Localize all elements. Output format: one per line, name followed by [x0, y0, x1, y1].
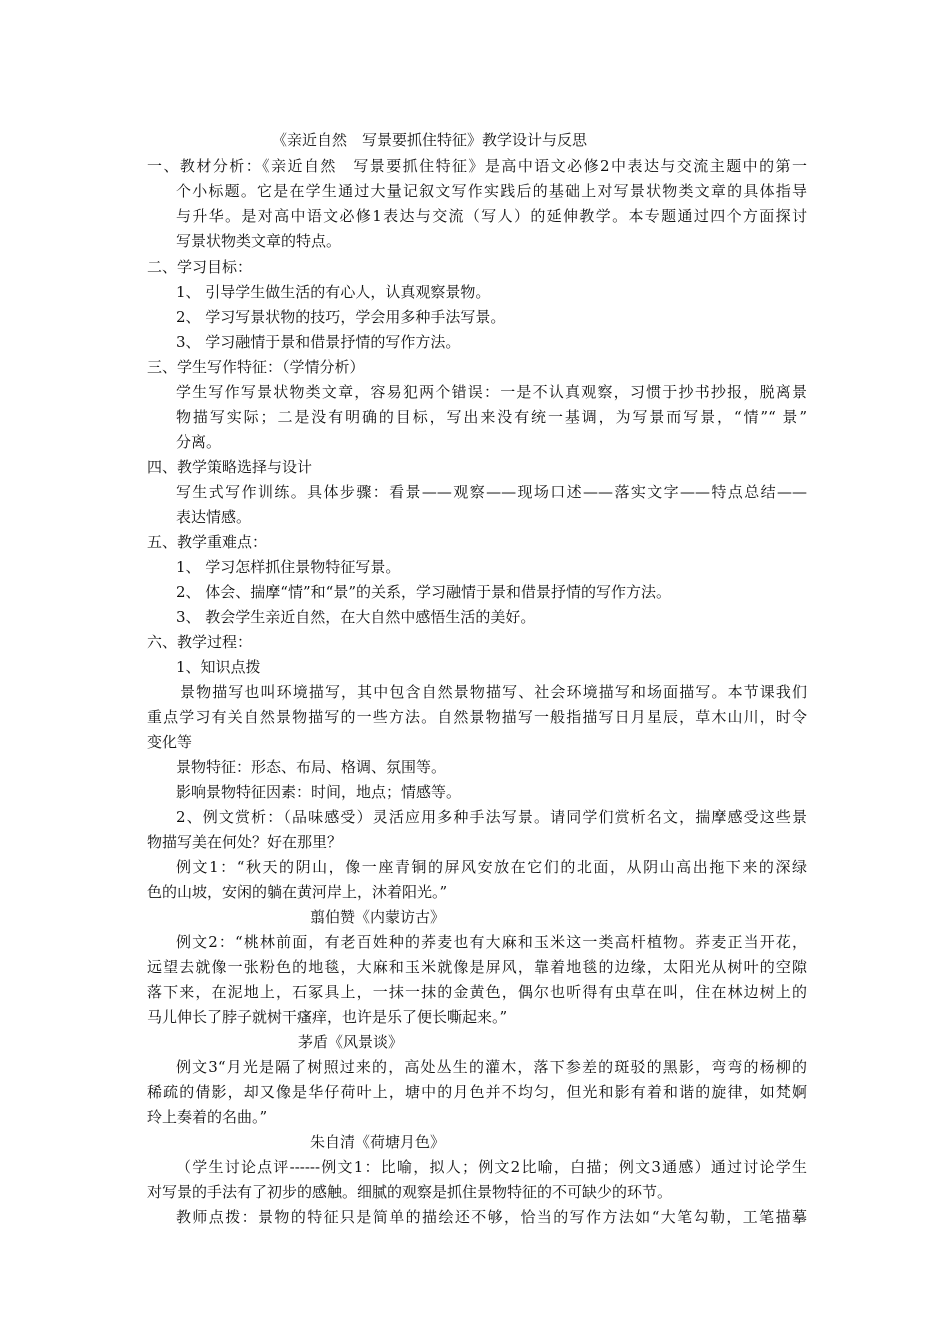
subsection-heading: 1、知识点拨: [176, 658, 261, 676]
section-3-heading: 三、学生写作特征：（学情分析）: [147, 358, 365, 376]
paragraph-line: 分离。: [176, 433, 222, 451]
example-2-source: 茅盾《风景谈》: [298, 1033, 404, 1051]
section-2-heading: 二、学习目标：: [147, 258, 253, 276]
example-1-line: 例文1：“秋天的阴山，像一座青铜的屏风安放在它们的北面，从阴山高出拖下来的深绿: [176, 858, 807, 876]
paragraph-line: 物描写实际；二是没有明确的目标，写出来没有统一基调，为写景而写景，“情”“ 景”: [176, 408, 807, 426]
section-5-heading: 五、教学重难点：: [147, 533, 268, 551]
paragraph-line: 与升华。是对高中语文必修1表达与交流（写人）的延伸教学。本专题通过四个方面探讨: [176, 207, 807, 225]
paragraph-line: 写景状物类文章的特点。: [176, 232, 342, 250]
paragraph-line: 景物特征：形态、布局、格调、氛围等。: [176, 758, 447, 776]
paragraph-line: 写生式写作训练。具体步骤：看景——观察——现场口述——落实文字——特点总结——: [176, 483, 807, 501]
discussion-line: 对写景的手法有了初步的感触。细腻的观察是抓住景物特征的不可缺少的环节。: [147, 1183, 673, 1201]
list-item: 1、 学习怎样抓住景物特征写景。: [176, 558, 401, 576]
paragraph-line: 个小标题。它是在学生通过大量记叙文写作实践后的基础上对写景状物类文章的具体指导: [176, 182, 807, 200]
paragraph-line: 物描写美在何处？好在那里？: [147, 833, 343, 851]
paragraph-line: 2、例文赏析：（品味感受）灵活应用多种手法写景。请同学们赏析名文，揣摩感受这些景: [176, 808, 807, 826]
document-title: 《亲近自然 写景要抓住特征》教学设计与反思: [272, 131, 588, 149]
list-item: 3、 教会学生亲近自然，在大自然中感悟生活的美好。: [176, 608, 536, 626]
paragraph-line: 表达情感。: [176, 508, 252, 526]
example-3-line: 玲上奏着的名曲。”: [147, 1108, 268, 1126]
section-4-heading: 四、教学策略选择与设计: [147, 458, 313, 476]
example-2-line: 马儿伸长了脖子就树干瘙痒，也许是乐了便长嘶起来。”: [147, 1008, 508, 1026]
example-2-line: 落下来，在泥地上，石冢具上，一抹一抹的金黄色，偶尔也听得有虫草在叫，住在林边树上的: [147, 983, 807, 1001]
list-item: 2、 体会、揣摩“情”和“景”的关系，学习融情于景和借景抒情的写作方法。: [176, 583, 671, 601]
example-2-line: 例文2：“桃林前面，有老百姓种的荞麦也有大麻和玉米这一类高杆植物。荞麦正当开花，: [176, 933, 807, 951]
paragraph-line: 学生写作写景状物类文章，容易犯两个错误：一是不认真观察，习惯于抄书抄报，脱离景: [176, 383, 807, 401]
example-1-line: 色的山坡，安闲的躺在黄河岸上，沐着阳光。”: [147, 883, 448, 901]
example-1-source: 翦伯赞《内蒙访古》: [310, 908, 446, 926]
list-item: 1、 引导学生做生活的有心人，认真观察景物。: [176, 283, 491, 301]
paragraph-line: 重点学习有关自然景物描写的一些方法。自然景物描写一般指描写日月星辰，草木山川，时令: [147, 708, 807, 726]
example-2-line: 远望去就像一张粉色的地毯，大麻和玉米就像是屏风，靠着地毯的边缘，太阳光从树叶的空隙: [147, 958, 807, 976]
discussion-line: （学生讨论点评------例文1：比喻，拟人；例文2比喻，白描；例文3通感）通过讨论学生: [176, 1158, 807, 1176]
section-6-heading: 六、教学过程：: [147, 633, 253, 651]
example-3-line: 例文3“月光是隔了树照过来的，高处丛生的灌木，落下参差的斑驳的黑影，弯弯的杨柳的: [176, 1058, 807, 1076]
teacher-note-line: 教师点拨：景物的特征只是简单的描绘还不够，恰当的写作方法如“大笔勾勒，工笔描摹: [176, 1208, 807, 1226]
list-item: 2、 学习写景状物的技巧，学会用多种手法写景。: [176, 308, 506, 326]
paragraph-line: 景物描写也叫环境描写，其中包含自然景物描写、社会环境描写和场面描写。本节课我们: [180, 683, 807, 701]
paragraph-line: 影响景物特征因素：时间，地点；情感等。: [176, 783, 462, 801]
paragraph-line: 变化等: [147, 733, 193, 751]
section-1-heading-line: 一、教材分析：《亲近自然 写景要抓住特征》是高中语文必修2中表达与交流主题中的第一: [147, 157, 807, 175]
list-item: 3、 学习融情于景和借景抒情的写作方法。: [176, 333, 461, 351]
example-3-source: 朱自清《荷塘月色》: [310, 1133, 446, 1151]
example-3-line: 稀疏的倩影，却又像是华仔荷叶上，塘中的月色并不均匀，但光和影有着和谐的旋律，如梵婀: [147, 1083, 807, 1101]
